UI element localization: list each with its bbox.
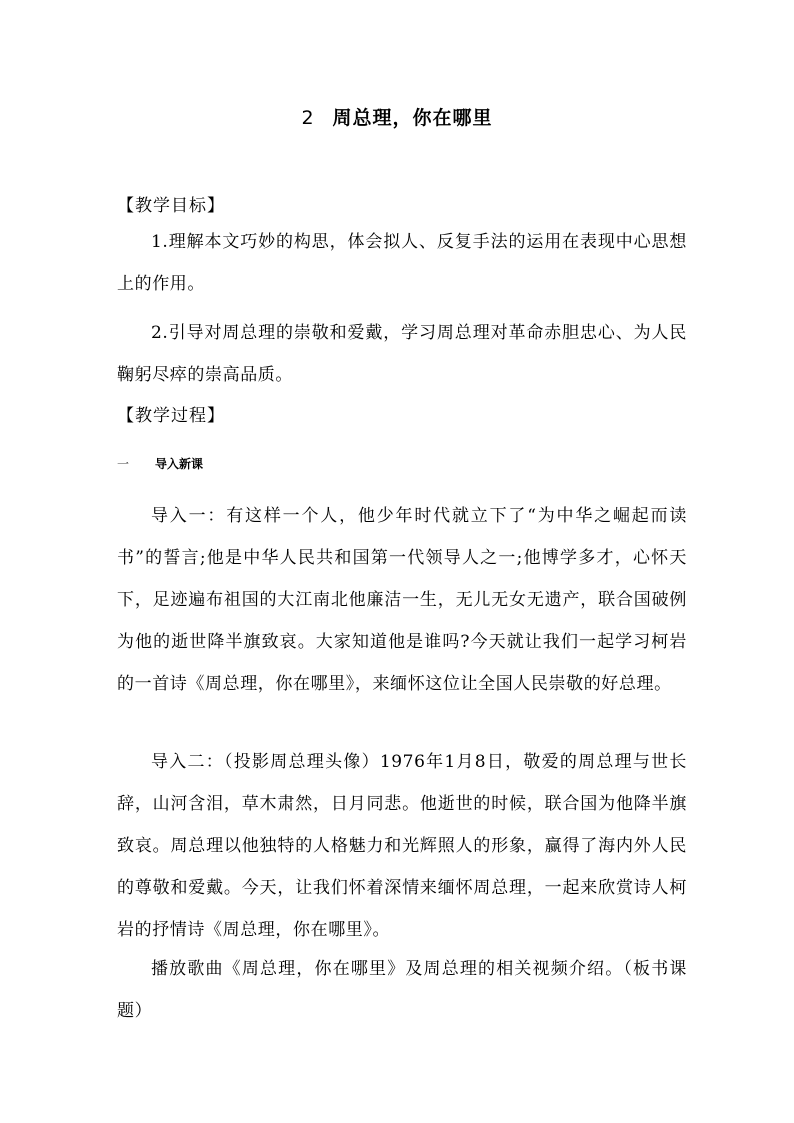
objective-1: 1.理解本文巧妙的构思，体会拟人、反复手法的运用在表现中心思想上的作用。 — [117, 232, 687, 294]
lesson-title-text: 周总理，你在哪里 — [332, 107, 493, 129]
intro-paragraph-1: 导入一：有这样一个人，他少年时代就立下了“为中华之崛起而读书”的誓言;他是中华人民共和国第一代领导人之一;他博学多才，心怀天下，足迹遍布祖国的大江南北他廉洁一生，无儿无女无遗产，联合国破例为他的逝世降半旗致哀。大家知道他是谁吗?今天就让我们一起学习柯岩的一首诗《周总理，你在哪里》，来缅怀这位让全国人民崇敬的好总理。 — [117, 506, 687, 694]
objectives-heading: 【教学目标】 — [117, 196, 225, 216]
lesson-number: 2 — [301, 107, 315, 129]
process-heading: 【教学过程】 — [117, 406, 225, 426]
section-number: 一 — [117, 457, 130, 471]
lesson-title — [0, 103, 794, 130]
activity-paragraph: 播放歌曲《周总理，你在哪里》及周总理的相关视频介绍。（板书课题） — [117, 959, 687, 1021]
section-heading-intro — [117, 455, 203, 472]
intro-paragraph-2: 导入二：（投影周总理头像）1976年1月8日，敬爱的周总理与世长辞，山河含泪，草木肃然，日月同悲。他逝世的时候，联合国为他降半旗致哀。周总理以他独特的人格魅力和光辉照人的形象，赢得了海内外人民的尊敬和爱戴。今天，让我们怀着深情来缅怀周总理，一起来欣赏诗人柯岩的抒情诗《周总理，你在哪里》。 — [117, 752, 687, 940]
objective-2: 2.引导对周总理的崇敬和爱戴，学习周总理对革命赤胆忠心、为人民鞠躬尽瘁的崇高品质。 — [117, 323, 687, 385]
section-title: 导入新课 — [155, 457, 204, 471]
